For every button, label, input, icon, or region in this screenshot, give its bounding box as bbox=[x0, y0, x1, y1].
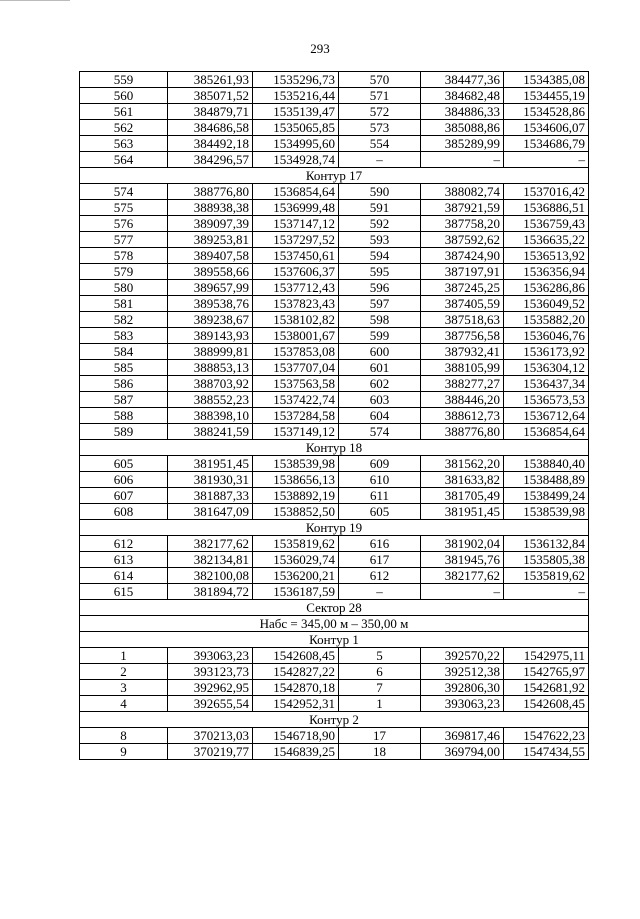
point-number-cell: 612 bbox=[339, 568, 421, 584]
x-coordinate-cell: 392806,30 bbox=[421, 680, 504, 696]
table-row bbox=[80, 264, 589, 280]
x-coordinate-cell: 392512,38 bbox=[421, 664, 504, 680]
y-coordinate-cell: 1536759,43 bbox=[504, 216, 589, 232]
y-coordinate-cell: 1534606,07 bbox=[504, 120, 589, 136]
y-coordinate-cell: 1536029,74 bbox=[253, 552, 339, 568]
point-number-cell: 575 bbox=[80, 200, 168, 216]
point-number-cell: 582 bbox=[80, 312, 168, 328]
x-coordinate-cell: 389538,76 bbox=[168, 296, 253, 312]
point-number-cell: 3 bbox=[80, 680, 168, 696]
x-coordinate-cell: 388612,73 bbox=[421, 408, 504, 424]
table-row bbox=[80, 104, 589, 120]
x-coordinate-cell: 385071,52 bbox=[168, 88, 253, 104]
x-coordinate-cell: 387756,58 bbox=[421, 328, 504, 344]
y-coordinate-cell: 1535805,38 bbox=[504, 552, 589, 568]
x-coordinate-cell: 388776,80 bbox=[168, 184, 253, 200]
table-row bbox=[80, 136, 589, 152]
point-number-cell: 603 bbox=[339, 392, 421, 408]
point-number-cell: 602 bbox=[339, 376, 421, 392]
section-title: Контур 18 bbox=[80, 440, 589, 456]
point-number-cell: 578 bbox=[80, 248, 168, 264]
scan-edge-line bbox=[0, 0, 70, 1]
point-number-cell: 564 bbox=[80, 152, 168, 168]
x-coordinate-cell: 392655,54 bbox=[168, 696, 253, 712]
y-coordinate-cell: 1546718,90 bbox=[253, 728, 339, 744]
x-coordinate-cell: 381945,76 bbox=[421, 552, 504, 568]
point-number-cell: 5 bbox=[339, 648, 421, 664]
y-coordinate-cell: 1535139,47 bbox=[253, 104, 339, 120]
x-coordinate-cell: 385088,86 bbox=[421, 120, 504, 136]
section-title: Сектор 28 bbox=[80, 600, 589, 616]
y-coordinate-cell: 1537422,74 bbox=[253, 392, 339, 408]
table-row bbox=[80, 504, 589, 520]
section-title: Контур 1 bbox=[80, 632, 589, 648]
x-coordinate-cell: 381562,20 bbox=[421, 456, 504, 472]
y-coordinate-cell: 1542975,11 bbox=[504, 648, 589, 664]
section-title: Контур 2 bbox=[80, 712, 589, 728]
y-coordinate-cell: 1537297,52 bbox=[253, 232, 339, 248]
point-number-cell: 8 bbox=[80, 728, 168, 744]
table-row bbox=[80, 488, 589, 504]
y-coordinate-cell: 1538656,13 bbox=[253, 472, 339, 488]
x-coordinate-cell: 381930,31 bbox=[168, 472, 253, 488]
table-row bbox=[80, 200, 589, 216]
x-coordinate-cell: 381951,45 bbox=[421, 504, 504, 520]
y-coordinate-cell: 1538499,24 bbox=[504, 488, 589, 504]
x-coordinate-cell: 387405,59 bbox=[421, 296, 504, 312]
x-coordinate-cell: 387197,91 bbox=[421, 264, 504, 280]
x-coordinate-cell: 388446,20 bbox=[421, 392, 504, 408]
y-coordinate-cell: 1542681,92 bbox=[504, 680, 589, 696]
point-number-cell: 559 bbox=[80, 72, 168, 88]
coordinates-table bbox=[79, 71, 589, 760]
table-row bbox=[80, 280, 589, 296]
x-coordinate-cell: 381951,45 bbox=[168, 456, 253, 472]
point-number-cell: 597 bbox=[339, 296, 421, 312]
x-coordinate-cell: 388105,99 bbox=[421, 360, 504, 376]
point-number-cell: 1 bbox=[80, 648, 168, 664]
table-row bbox=[80, 328, 589, 344]
y-coordinate-cell: 1536132,84 bbox=[504, 536, 589, 552]
point-number-cell: 615 bbox=[80, 584, 168, 600]
table-row bbox=[80, 72, 589, 88]
point-number-cell: 596 bbox=[339, 280, 421, 296]
x-coordinate-cell: 388277,27 bbox=[421, 376, 504, 392]
y-coordinate-cell: 1536304,12 bbox=[504, 360, 589, 376]
section-header-row bbox=[80, 440, 589, 456]
point-number-cell: 554 bbox=[339, 136, 421, 152]
y-coordinate-cell: – bbox=[504, 584, 589, 600]
y-coordinate-cell: 1542827,22 bbox=[253, 664, 339, 680]
x-coordinate-cell: 382134,81 bbox=[168, 552, 253, 568]
x-coordinate-cell: 370219,77 bbox=[168, 744, 253, 760]
point-number-cell: 562 bbox=[80, 120, 168, 136]
table-row bbox=[80, 408, 589, 424]
table-row bbox=[80, 376, 589, 392]
y-coordinate-cell: 1536712,64 bbox=[504, 408, 589, 424]
point-number-cell: 563 bbox=[80, 136, 168, 152]
x-coordinate-cell: 393063,23 bbox=[168, 648, 253, 664]
point-number-cell: 2 bbox=[80, 664, 168, 680]
y-coordinate-cell: 1536437,34 bbox=[504, 376, 589, 392]
x-coordinate-cell: 381705,49 bbox=[421, 488, 504, 504]
table-row bbox=[80, 536, 589, 552]
x-coordinate-cell: 387592,62 bbox=[421, 232, 504, 248]
y-coordinate-cell: 1536049,52 bbox=[504, 296, 589, 312]
x-coordinate-cell: 382100,08 bbox=[168, 568, 253, 584]
y-coordinate-cell: 1542765,97 bbox=[504, 664, 589, 680]
point-number-cell: 560 bbox=[80, 88, 168, 104]
x-coordinate-cell: 384879,71 bbox=[168, 104, 253, 120]
x-coordinate-cell: 385289,99 bbox=[421, 136, 504, 152]
y-coordinate-cell: 1535296,73 bbox=[253, 72, 339, 88]
y-coordinate-cell: 1537016,42 bbox=[504, 184, 589, 200]
point-number-cell: 613 bbox=[80, 552, 168, 568]
y-coordinate-cell: 1536854,64 bbox=[504, 424, 589, 440]
y-coordinate-cell: 1538840,40 bbox=[504, 456, 589, 472]
point-number-cell: 6 bbox=[339, 664, 421, 680]
point-number-cell: 589 bbox=[80, 424, 168, 440]
y-coordinate-cell: 1538539,98 bbox=[253, 456, 339, 472]
y-coordinate-cell: 1542608,45 bbox=[253, 648, 339, 664]
table-row bbox=[80, 392, 589, 408]
section-header-row bbox=[80, 168, 589, 184]
section-header-row bbox=[80, 712, 589, 728]
y-coordinate-cell: 1535819,62 bbox=[504, 568, 589, 584]
point-number-cell: 610 bbox=[339, 472, 421, 488]
section-header-row bbox=[80, 632, 589, 648]
table-row bbox=[80, 248, 589, 264]
y-coordinate-cell: 1537712,43 bbox=[253, 280, 339, 296]
x-coordinate-cell: 384686,58 bbox=[168, 120, 253, 136]
point-number-cell: 588 bbox=[80, 408, 168, 424]
point-number-cell: 599 bbox=[339, 328, 421, 344]
x-coordinate-cell: 393063,23 bbox=[421, 696, 504, 712]
x-coordinate-cell: 388552,23 bbox=[168, 392, 253, 408]
point-number-cell: 585 bbox=[80, 360, 168, 376]
point-number-cell: – bbox=[339, 584, 421, 600]
x-coordinate-cell: 387921,59 bbox=[421, 200, 504, 216]
y-coordinate-cell: 1537284,58 bbox=[253, 408, 339, 424]
y-coordinate-cell: 1538892,19 bbox=[253, 488, 339, 504]
x-coordinate-cell: 388398,10 bbox=[168, 408, 253, 424]
x-coordinate-cell: 392962,95 bbox=[168, 680, 253, 696]
y-coordinate-cell: 1534385,08 bbox=[504, 72, 589, 88]
table-row bbox=[80, 184, 589, 200]
y-coordinate-cell: 1542870,18 bbox=[253, 680, 339, 696]
y-coordinate-cell: 1536187,59 bbox=[253, 584, 339, 600]
x-coordinate-cell: 384492,18 bbox=[168, 136, 253, 152]
table-row bbox=[80, 680, 589, 696]
x-coordinate-cell: 388776,80 bbox=[421, 424, 504, 440]
table-row bbox=[80, 552, 589, 568]
point-number-cell: 590 bbox=[339, 184, 421, 200]
y-coordinate-cell: 1537707,04 bbox=[253, 360, 339, 376]
y-coordinate-cell: 1535882,20 bbox=[504, 312, 589, 328]
y-coordinate-cell: 1535065,85 bbox=[253, 120, 339, 136]
table-row bbox=[80, 216, 589, 232]
y-coordinate-cell: 1538539,98 bbox=[504, 504, 589, 520]
point-number-cell: 593 bbox=[339, 232, 421, 248]
point-number-cell: 584 bbox=[80, 344, 168, 360]
point-number-cell: 17 bbox=[339, 728, 421, 744]
y-coordinate-cell: 1537149,12 bbox=[253, 424, 339, 440]
point-number-cell: 574 bbox=[339, 424, 421, 440]
point-number-cell: 592 bbox=[339, 216, 421, 232]
point-number-cell: 609 bbox=[339, 456, 421, 472]
y-coordinate-cell: 1538001,67 bbox=[253, 328, 339, 344]
point-number-cell: 570 bbox=[339, 72, 421, 88]
x-coordinate-cell: 381633,82 bbox=[421, 472, 504, 488]
coordinates-table-body bbox=[80, 72, 589, 760]
x-coordinate-cell: 393123,73 bbox=[168, 664, 253, 680]
point-number-cell: 583 bbox=[80, 328, 168, 344]
point-number-cell: 577 bbox=[80, 232, 168, 248]
y-coordinate-cell: – bbox=[504, 152, 589, 168]
section-header-row bbox=[80, 616, 589, 632]
y-coordinate-cell: 1538852,50 bbox=[253, 504, 339, 520]
y-coordinate-cell: 1536200,21 bbox=[253, 568, 339, 584]
y-coordinate-cell: 1536635,22 bbox=[504, 232, 589, 248]
table-row bbox=[80, 232, 589, 248]
y-coordinate-cell: 1547434,55 bbox=[504, 744, 589, 760]
y-coordinate-cell: 1546839,25 bbox=[253, 744, 339, 760]
y-coordinate-cell: 1534928,74 bbox=[253, 152, 339, 168]
point-number-cell: 1 bbox=[339, 696, 421, 712]
x-coordinate-cell: 388938,38 bbox=[168, 200, 253, 216]
table-row bbox=[80, 344, 589, 360]
table-row bbox=[80, 696, 589, 712]
y-coordinate-cell: 1536046,76 bbox=[504, 328, 589, 344]
y-coordinate-cell: 1536356,94 bbox=[504, 264, 589, 280]
point-number-cell: 611 bbox=[339, 488, 421, 504]
y-coordinate-cell: 1536573,53 bbox=[504, 392, 589, 408]
x-coordinate-cell: 389407,58 bbox=[168, 248, 253, 264]
point-number-cell: 581 bbox=[80, 296, 168, 312]
y-coordinate-cell: 1535216,44 bbox=[253, 88, 339, 104]
table-row bbox=[80, 744, 589, 760]
x-coordinate-cell: 388241,59 bbox=[168, 424, 253, 440]
point-number-cell: 600 bbox=[339, 344, 421, 360]
point-number-cell: 595 bbox=[339, 264, 421, 280]
point-number-cell: 573 bbox=[339, 120, 421, 136]
point-number-cell: 604 bbox=[339, 408, 421, 424]
y-coordinate-cell: 1536173,92 bbox=[504, 344, 589, 360]
x-coordinate-cell: 389143,93 bbox=[168, 328, 253, 344]
point-number-cell: 7 bbox=[339, 680, 421, 696]
x-coordinate-cell: 387932,41 bbox=[421, 344, 504, 360]
section-title: Набс = 345,00 м – 350,00 м bbox=[80, 616, 589, 632]
point-number-cell: 18 bbox=[339, 744, 421, 760]
point-number-cell: 4 bbox=[80, 696, 168, 712]
y-coordinate-cell: 1542952,31 bbox=[253, 696, 339, 712]
y-coordinate-cell: 1547622,23 bbox=[504, 728, 589, 744]
x-coordinate-cell: 389238,67 bbox=[168, 312, 253, 328]
x-coordinate-cell: 389097,39 bbox=[168, 216, 253, 232]
point-number-cell: 605 bbox=[80, 456, 168, 472]
x-coordinate-cell: – bbox=[421, 584, 504, 600]
y-coordinate-cell: 1537606,37 bbox=[253, 264, 339, 280]
y-coordinate-cell: 1538102,82 bbox=[253, 312, 339, 328]
x-coordinate-cell: 387518,63 bbox=[421, 312, 504, 328]
x-coordinate-cell: 370213,03 bbox=[168, 728, 253, 744]
point-number-cell: 586 bbox=[80, 376, 168, 392]
table-row bbox=[80, 728, 589, 744]
x-coordinate-cell: 369817,46 bbox=[421, 728, 504, 744]
point-number-cell: 606 bbox=[80, 472, 168, 488]
table-row bbox=[80, 120, 589, 136]
point-number-cell: 608 bbox=[80, 504, 168, 520]
table-row bbox=[80, 664, 589, 680]
x-coordinate-cell: 387245,25 bbox=[421, 280, 504, 296]
x-coordinate-cell: 388999,81 bbox=[168, 344, 253, 360]
y-coordinate-cell: 1536999,48 bbox=[253, 200, 339, 216]
x-coordinate-cell: 389253,81 bbox=[168, 232, 253, 248]
point-number-cell: 594 bbox=[339, 248, 421, 264]
x-coordinate-cell: 369794,00 bbox=[421, 744, 504, 760]
y-coordinate-cell: 1542608,45 bbox=[504, 696, 589, 712]
x-coordinate-cell: 392570,22 bbox=[421, 648, 504, 664]
point-number-cell: 614 bbox=[80, 568, 168, 584]
table-row bbox=[80, 88, 589, 104]
y-coordinate-cell: 1536286,86 bbox=[504, 280, 589, 296]
x-coordinate-cell: – bbox=[421, 152, 504, 168]
table-row bbox=[80, 152, 589, 168]
page-number: 293 bbox=[310, 41, 330, 56]
y-coordinate-cell: 1536854,64 bbox=[253, 184, 339, 200]
table-row bbox=[80, 472, 589, 488]
point-number-cell: 605 bbox=[339, 504, 421, 520]
x-coordinate-cell: 385261,93 bbox=[168, 72, 253, 88]
table-row bbox=[80, 296, 589, 312]
point-number-cell: 561 bbox=[80, 104, 168, 120]
point-number-cell: 579 bbox=[80, 264, 168, 280]
x-coordinate-cell: 388853,13 bbox=[168, 360, 253, 376]
point-number-cell: – bbox=[339, 152, 421, 168]
x-coordinate-cell: 384477,36 bbox=[421, 72, 504, 88]
y-coordinate-cell: 1535819,62 bbox=[253, 536, 339, 552]
y-coordinate-cell: 1534686,79 bbox=[504, 136, 589, 152]
x-coordinate-cell: 381902,04 bbox=[421, 536, 504, 552]
table-row bbox=[80, 360, 589, 376]
x-coordinate-cell: 382177,62 bbox=[421, 568, 504, 584]
point-number-cell: 598 bbox=[339, 312, 421, 328]
y-coordinate-cell: 1536886,51 bbox=[504, 200, 589, 216]
y-coordinate-cell: 1537823,43 bbox=[253, 296, 339, 312]
x-coordinate-cell: 381887,33 bbox=[168, 488, 253, 504]
x-coordinate-cell: 381647,09 bbox=[168, 504, 253, 520]
section-title: Контур 19 bbox=[80, 520, 589, 536]
x-coordinate-cell: 387758,20 bbox=[421, 216, 504, 232]
point-number-cell: 601 bbox=[339, 360, 421, 376]
point-number-cell: 9 bbox=[80, 744, 168, 760]
x-coordinate-cell: 384682,48 bbox=[421, 88, 504, 104]
point-number-cell: 587 bbox=[80, 392, 168, 408]
point-number-cell: 571 bbox=[339, 88, 421, 104]
x-coordinate-cell: 384886,33 bbox=[421, 104, 504, 120]
point-number-cell: 580 bbox=[80, 280, 168, 296]
point-number-cell: 616 bbox=[339, 536, 421, 552]
point-number-cell: 607 bbox=[80, 488, 168, 504]
y-coordinate-cell: 1534455,19 bbox=[504, 88, 589, 104]
x-coordinate-cell: 382177,62 bbox=[168, 536, 253, 552]
point-number-cell: 572 bbox=[339, 104, 421, 120]
y-coordinate-cell: 1537563,58 bbox=[253, 376, 339, 392]
y-coordinate-cell: 1538488,89 bbox=[504, 472, 589, 488]
y-coordinate-cell: 1537147,12 bbox=[253, 216, 339, 232]
point-number-cell: 591 bbox=[339, 200, 421, 216]
point-number-cell: 576 bbox=[80, 216, 168, 232]
x-coordinate-cell: 388703,92 bbox=[168, 376, 253, 392]
x-coordinate-cell: 381894,72 bbox=[168, 584, 253, 600]
table-row bbox=[80, 584, 589, 600]
table-row bbox=[80, 456, 589, 472]
x-coordinate-cell: 388082,74 bbox=[421, 184, 504, 200]
table-row bbox=[80, 424, 589, 440]
y-coordinate-cell: 1534528,86 bbox=[504, 104, 589, 120]
y-coordinate-cell: 1537450,61 bbox=[253, 248, 339, 264]
x-coordinate-cell: 389657,99 bbox=[168, 280, 253, 296]
section-title: Контур 17 bbox=[80, 168, 589, 184]
section-header-row bbox=[80, 520, 589, 536]
y-coordinate-cell: 1537853,08 bbox=[253, 344, 339, 360]
y-coordinate-cell: 1536513,92 bbox=[504, 248, 589, 264]
point-number-cell: 612 bbox=[80, 536, 168, 552]
y-coordinate-cell: 1534995,60 bbox=[253, 136, 339, 152]
x-coordinate-cell: 384296,57 bbox=[168, 152, 253, 168]
point-number-cell: 574 bbox=[80, 184, 168, 200]
x-coordinate-cell: 389558,66 bbox=[168, 264, 253, 280]
table-row bbox=[80, 312, 589, 328]
table-row bbox=[80, 648, 589, 664]
point-number-cell: 617 bbox=[339, 552, 421, 568]
x-coordinate-cell: 387424,90 bbox=[421, 248, 504, 264]
table-row bbox=[80, 568, 589, 584]
section-header-row bbox=[80, 600, 589, 616]
